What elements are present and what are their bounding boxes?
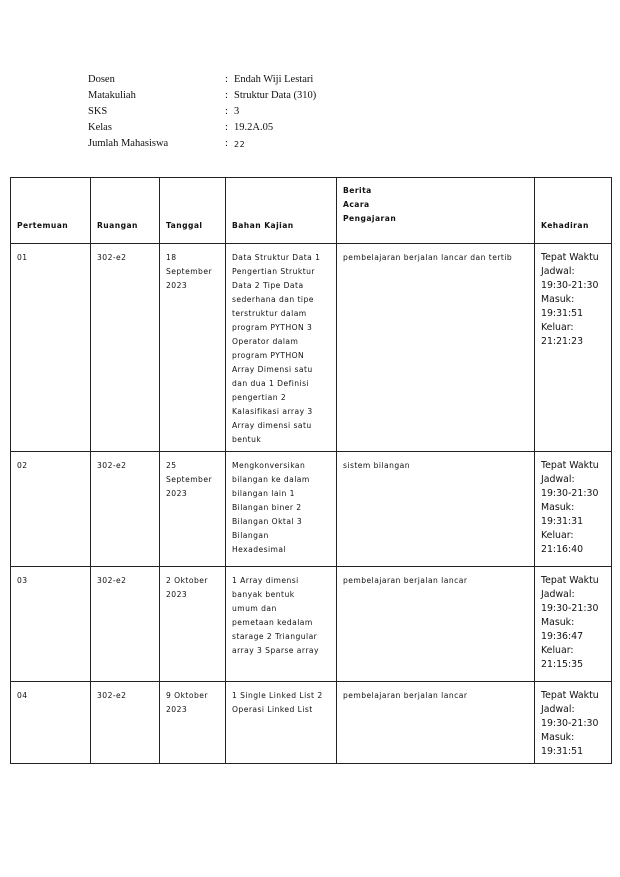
header-line: Pengajaran	[343, 214, 397, 223]
table-row	[11, 244, 612, 452]
cell-pertemuan: 04	[11, 682, 91, 764]
info-label: Jumlah Mahasiswa	[88, 138, 169, 149]
cell-kehadiran	[535, 452, 612, 567]
bahan-line: pengertian 2	[232, 393, 287, 402]
kehadiran-line: Masuk:	[541, 294, 575, 305]
bahan-line: Bilangan Oktal 3	[232, 517, 303, 526]
bahan-line: terstruktur dalam	[232, 309, 307, 318]
cell-berita-acara: pembelajaran berjalan lancar dan tertib	[337, 244, 535, 452]
info-colon: :	[225, 90, 228, 101]
header-kehadiran: Kehadiran	[535, 178, 612, 244]
cell-tanggal: 9 Oktober 2023	[160, 682, 226, 764]
bahan-line: sederhana dan tipe	[232, 295, 314, 304]
credit-units: 3	[234, 106, 240, 117]
bahan-line: Operator dalam	[232, 337, 299, 346]
table-row	[11, 567, 612, 682]
kehadiran-line: Masuk:	[541, 617, 575, 628]
bahan-line: array 3 Sparse array	[232, 646, 319, 655]
bahan-line: Hexadesimal	[232, 545, 287, 554]
kehadiran-line: Jadwal:	[541, 266, 575, 277]
info-label: Dosen	[88, 74, 115, 85]
bahan-line: bentuk	[232, 435, 262, 444]
cell-ruangan: 302-e2	[91, 567, 160, 682]
course-info	[88, 72, 316, 153]
header-pertemuan: Pertemuan	[11, 178, 91, 244]
header-line: Berita	[343, 186, 372, 195]
info-label: SKS	[88, 106, 108, 117]
bahan-line: Array Dimensi satu	[232, 365, 313, 374]
kehadiran-line: Keluar:	[541, 645, 574, 656]
cell-pertemuan: 01	[11, 244, 91, 452]
kehadiran-line: Tepat Waktu	[541, 460, 599, 471]
info-row-kelas	[88, 120, 316, 136]
kehadiran-line: 19:30-21:30	[541, 718, 599, 729]
bahan-line: Data 2 Tipe Data	[232, 281, 304, 290]
info-label: Matakuliah	[88, 90, 136, 101]
kehadiran-line: Jadwal:	[541, 589, 575, 600]
bahan-line: program PYTHON	[232, 351, 305, 360]
header-bahan-kajian: Bahan Kajian	[226, 178, 337, 244]
kehadiran-line: 19:31:31	[541, 516, 584, 527]
info-row-sks	[88, 104, 316, 120]
bahan-line: 1 Array dimensi	[232, 576, 299, 585]
student-count: 22	[234, 140, 246, 149]
bahan-line: Bilangan	[232, 531, 269, 540]
class-code: 19.2A.05	[234, 122, 274, 133]
schedule-table	[10, 177, 612, 764]
bahan-line: Bilangan biner 2	[232, 503, 302, 512]
bahan-line: bilangan lain 1	[232, 489, 295, 498]
cell-kehadiran	[535, 682, 612, 764]
kehadiran-line: Masuk:	[541, 502, 575, 513]
kehadiran-line: 19:31:51	[541, 308, 584, 319]
cell-kehadiran	[535, 567, 612, 682]
kehadiran-line: Tepat Waktu	[541, 575, 599, 586]
kehadiran-line: 19:30-21:30	[541, 488, 599, 499]
info-colon: :	[225, 122, 228, 133]
bahan-line: 1 Single Linked List 2	[232, 691, 323, 700]
bahan-line: Mengkonversikan	[232, 461, 306, 470]
course-name: Struktur Data (310)	[234, 90, 317, 101]
bahan-line: pemetaan kedalam	[232, 618, 313, 627]
cell-ruangan: 302-e2	[91, 244, 160, 452]
cell-berita-acara: pembelajaran berjalan lancar	[337, 682, 535, 764]
kehadiran-line: 19:30-21:30	[541, 603, 599, 614]
bahan-line: banyak bentuk	[232, 590, 295, 599]
kehadiran-line: Jadwal:	[541, 474, 575, 485]
info-colon: :	[225, 106, 228, 117]
info-row-dosen	[88, 72, 316, 88]
bahan-line: Operasi Linked List	[232, 705, 313, 714]
kehadiran-line: 21:21:23	[541, 336, 584, 347]
bahan-line: Kalasifikasi array 3	[232, 407, 313, 416]
kehadiran-line: Keluar:	[541, 322, 574, 333]
kehadiran-line: Masuk:	[541, 732, 575, 743]
table-header-row	[11, 178, 612, 244]
bahan-line: starage 2 Triangular	[232, 632, 318, 641]
cell-berita-acara: sistem bilangan	[337, 452, 535, 567]
info-colon: :	[225, 74, 228, 85]
info-label: Kelas	[88, 122, 112, 133]
cell-bahan-kajian	[226, 244, 337, 452]
bahan-line: program PYTHON 3	[232, 323, 313, 332]
cell-kehadiran	[535, 244, 612, 452]
lecturer-name: Endah Wiji Lestari	[234, 74, 314, 85]
info-colon: :	[225, 138, 228, 149]
bahan-line: dan dua 1 Definisi	[232, 379, 310, 388]
cell-ruangan: 302-e2	[91, 452, 160, 567]
table-row	[11, 452, 612, 567]
kehadiran-line: 19:36:47	[541, 631, 584, 642]
cell-bahan-kajian	[226, 682, 337, 764]
bahan-line: Array dimensi satu	[232, 421, 312, 430]
header-line: Acara	[343, 200, 370, 209]
cell-tanggal: 18 September 2023	[160, 244, 226, 452]
kehadiran-line: 19:31:51	[541, 746, 584, 757]
cell-bahan-kajian	[226, 567, 337, 682]
header-tanggal: Tanggal	[160, 178, 226, 244]
kehadiran-line: 21:16:40	[541, 544, 584, 555]
kehadiran-line: Keluar:	[541, 530, 574, 541]
cell-tanggal: 2 Oktober 2023	[160, 567, 226, 682]
kehadiran-line: 19:30-21:30	[541, 280, 599, 291]
cell-bahan-kajian	[226, 452, 337, 567]
table-row	[11, 682, 612, 764]
cell-pertemuan: 02	[11, 452, 91, 567]
header-ruangan: Ruangan	[91, 178, 160, 244]
info-row-jumlah	[88, 136, 316, 153]
bahan-line: umum dan	[232, 604, 277, 613]
kehadiran-line: Tepat Waktu	[541, 252, 599, 263]
bahan-line: bilangan ke dalam	[232, 475, 310, 484]
kehadiran-line: Tepat Waktu	[541, 690, 599, 701]
info-row-matakuliah	[88, 88, 316, 104]
cell-pertemuan: 03	[11, 567, 91, 682]
bahan-line: Pengertian Struktur	[232, 267, 315, 276]
kehadiran-line: 21:15:35	[541, 659, 584, 670]
cell-ruangan: 302-e2	[91, 682, 160, 764]
bahan-line: Data Struktur Data 1	[232, 253, 321, 262]
cell-berita-acara: pembelajaran berjalan lancar	[337, 567, 535, 682]
header-berita-acara	[337, 178, 535, 244]
cell-tanggal: 25 September 2023	[160, 452, 226, 567]
kehadiran-line: Jadwal:	[541, 704, 575, 715]
